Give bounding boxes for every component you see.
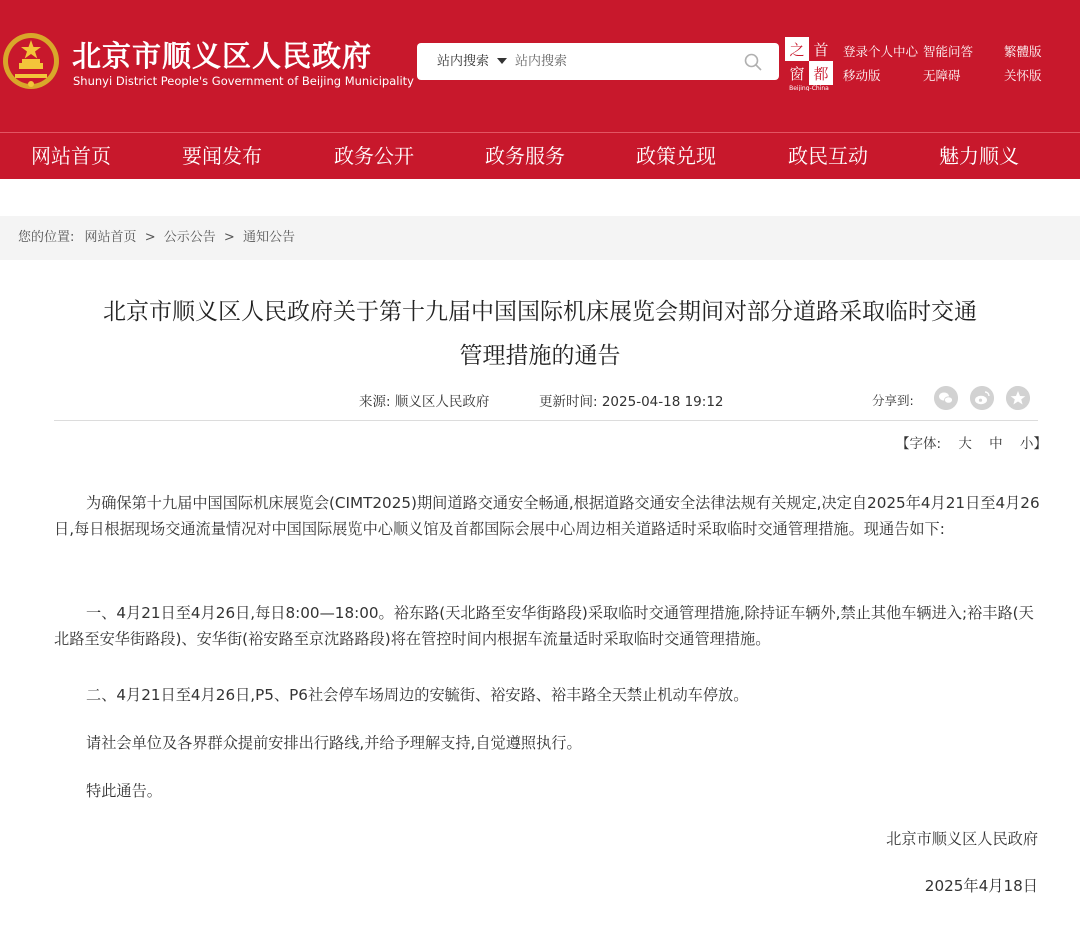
care-version-link[interactable]: 关怀版: [1004, 68, 1042, 83]
font-size-large-button[interactable]: 大: [958, 436, 972, 452]
mobile-version-link[interactable]: 移动版: [843, 68, 881, 83]
weibo-icon[interactable]: [970, 386, 994, 410]
article-paragraph: 一、4月21日至4月26日,每日8:00—18:00。裕东路(天北路至安华街路段)采取临时交通管理措施,除持证车辆外,禁止其他车辆进入;裕丰路(天北路至安华街路段)、安华街(裕安路至京沈路路段)将在管控时间内根据车流量适时采取临时交通管理措施。: [54, 604, 1034, 648]
article-title: [40, 290, 1040, 378]
article-date: 2025年4月18日: [924, 877, 1038, 895]
article-paragraph: 为确保第十九届中国国际机床展览会(CIMT2025)期间道路交通安全畅通,根据道路交通安全法律法规有关规定,决定自2025年4月21日至4月26日,每日根据现场交通流量情况对中国国际展览中心顺义馆及首都国际会展中心周边相关道路适时采取临时交通管理措施。现通告如下:: [54, 494, 1040, 538]
share-label: 分享到:: [872, 393, 914, 408]
article-paragraph: 请社会单位及各界群众提前安排出行路线,并给予理解支持,自觉遵照执行。: [86, 734, 582, 752]
traditional-chinese-link[interactable]: 繁體版: [1004, 44, 1042, 59]
article-signature: 北京市顺义区人民政府: [886, 830, 1038, 848]
site-subtitle: Shunyi District People's Government of Beijing Municipality: [73, 74, 414, 88]
chevron-down-icon[interactable]: [497, 58, 507, 64]
font-size-small-button[interactable]: 小】: [1019, 436, 1047, 452]
main-nav: [0, 132, 1080, 179]
breadcrumb-item-home[interactable]: 网站首页: [84, 230, 137, 245]
accessibility-link[interactable]: 无障碍: [923, 68, 961, 83]
title-divider: [54, 420, 1038, 421]
article-updated-time: 更新时间: 2025-04-18 19:12: [539, 394, 724, 410]
logo-char: 都: [813, 65, 829, 83]
nav-item-gov-affairs[interactable]: 政务公开: [334, 144, 414, 168]
capital-window-logo[interactable]: [785, 37, 833, 91]
search-scope-select[interactable]: 站内搜索: [437, 54, 490, 69]
article-source: 来源: 顺义区人民政府: [359, 394, 490, 410]
font-size-label: 【字体:: [896, 436, 942, 452]
breadcrumb: [0, 216, 1080, 260]
nav-item-home[interactable]: 网站首页: [31, 144, 111, 168]
search-box: [417, 43, 779, 80]
article-paragraph: 二、4月21日至4月26日,P5、P6社会停车场周边的安毓街、裕安路、裕丰路全天禁止机动车停放。: [86, 686, 749, 704]
logo-char: 窗: [789, 65, 805, 83]
article-paragraph: 特此通告。: [86, 782, 162, 800]
site-title[interactable]: 北京市顺义区人民政府: [72, 39, 373, 73]
breadcrumb-item-notices[interactable]: 通知公告: [242, 230, 295, 245]
logo-char: 首: [813, 41, 829, 59]
breadcrumb-label: 您的位置:: [18, 230, 75, 245]
nav-item-charm[interactable]: 魅力顺义: [939, 144, 1019, 168]
article-title-line: 北京市顺义区人民政府关于第十九届中国国际机床展览会期间对部分道路采取临时交通: [103, 299, 977, 325]
breadcrumb-separator: >: [144, 230, 156, 245]
font-size-control: [893, 432, 1050, 452]
smart-qa-link[interactable]: 智能问答: [923, 44, 974, 59]
breadcrumb-item-announcements[interactable]: 公示公告: [163, 230, 216, 245]
nav-item-policy[interactable]: 政策兑现: [636, 144, 716, 168]
nav-item-services[interactable]: 政务服务: [485, 144, 565, 168]
logo-char: 之: [789, 41, 805, 59]
nav-item-interaction[interactable]: 政民互动: [788, 144, 868, 168]
nav-item-news[interactable]: 要闻发布: [182, 144, 262, 168]
logo-caption: Beijing-China: [789, 85, 829, 91]
favorite-icon[interactable]: [1006, 386, 1030, 410]
national-emblem-icon: [2, 30, 60, 92]
search-icon[interactable]: [743, 52, 763, 72]
font-size-medium-button[interactable]: 中: [989, 436, 1003, 452]
login-link[interactable]: 登录个人中心: [843, 44, 919, 59]
breadcrumb-separator: >: [223, 230, 235, 245]
search-input[interactable]: [515, 49, 735, 74]
wechat-icon[interactable]: [934, 386, 958, 410]
site-header: [0, 0, 1080, 132]
article-title-line: 管理措施的通告: [459, 343, 621, 369]
